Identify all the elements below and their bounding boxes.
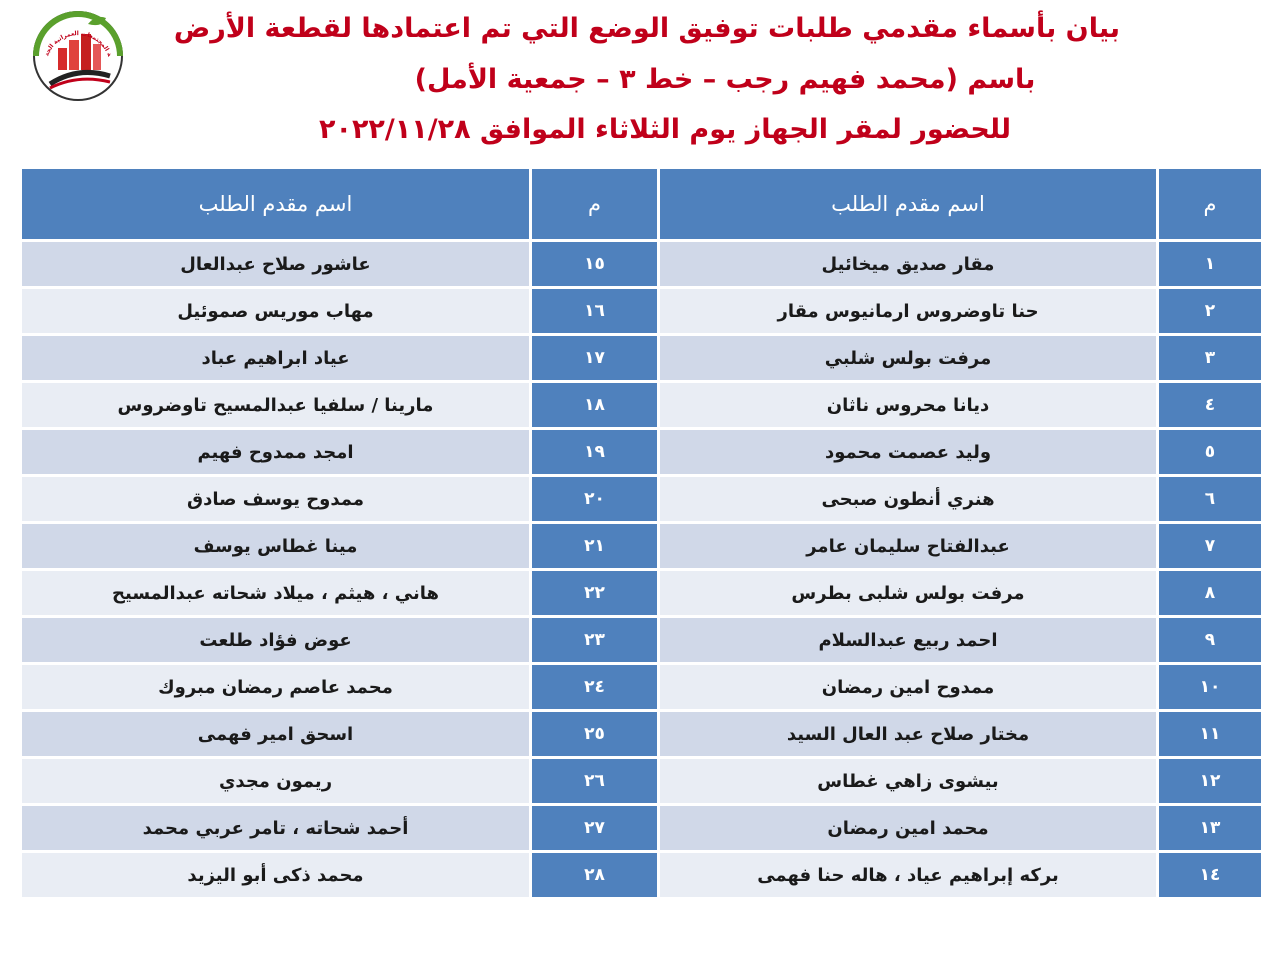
row-number-left: ٢٣: [531, 617, 659, 664]
row-number-right: ٥: [1158, 429, 1263, 476]
row-number-left: ١٨: [531, 382, 659, 429]
applicant-name-left: امجد ممدوح فهيم: [21, 429, 531, 476]
row-number-left: ٢٥: [531, 711, 659, 758]
header-name-left: اسم مقدم الطلب: [21, 168, 531, 241]
row-number-right: ١٣: [1158, 805, 1263, 852]
applicant-name-right: ديانا محروس ناثان: [659, 382, 1158, 429]
applicant-name-right: مرفت بولس شلبى بطرس: [659, 570, 1158, 617]
table-row: [21, 429, 1263, 476]
applicant-name-left: عاشور صلاح عبدالعال: [21, 241, 531, 288]
row-number-right: ٤: [1158, 382, 1263, 429]
header-number-right: م: [1158, 168, 1263, 241]
row-number-right: ٩: [1158, 617, 1263, 664]
table-row: [21, 476, 1263, 523]
title-line-2: باسم (محمد فهيم رجب – خط ٣ – جمعية الأمل): [414, 64, 1036, 95]
applicant-name-right: احمد ربيع عبدالسلام: [659, 617, 1158, 664]
row-number-right: ٦: [1158, 476, 1263, 523]
table-row: [21, 570, 1263, 617]
applicant-name-right: ممدوح امين رمضان: [659, 664, 1158, 711]
title-line-1: بيان بأسماء مقدمي طلبات توفيق الوضع التي تم اعتمادها لقطعة الأرض: [173, 13, 1120, 44]
table-row: [21, 711, 1263, 758]
row-number-right: ١٠: [1158, 664, 1263, 711]
row-number-right: ١: [1158, 241, 1263, 288]
applicant-name-right: هنري أنطون صبحى: [659, 476, 1158, 523]
applicant-name-right: حنا تاوضروس ارمانيوس مقار: [659, 288, 1158, 335]
row-number-right: ٨: [1158, 570, 1263, 617]
table-header-row: [21, 168, 1263, 241]
applicant-name-left: مارينا / سلفيا عبدالمسيح تاوضروس: [21, 382, 531, 429]
applicant-name-left: مينا غطاس يوسف: [21, 523, 531, 570]
applicant-name-right: مرفت بولس شلبي: [659, 335, 1158, 382]
applicant-name-left: عوض فؤاد طلعت: [21, 617, 531, 664]
applicant-name-left: مهاب موريس صموئيل: [21, 288, 531, 335]
row-number-right: ٣: [1158, 335, 1263, 382]
row-number-left: ٢٠: [531, 476, 659, 523]
applicant-name-left: ممدوح يوسف صادق: [21, 476, 531, 523]
row-number-right: ١١: [1158, 711, 1263, 758]
applicant-name-left: أحمد شحاته ، تامر عربي محمد: [21, 805, 531, 852]
applicant-name-left: محمد ذكى أبو اليزيد: [21, 852, 531, 899]
table-row: [21, 241, 1263, 288]
table-row: [21, 664, 1263, 711]
applicant-name-right: بيشوى زاهي غطاس: [659, 758, 1158, 805]
table-row: [21, 805, 1263, 852]
table-body: [21, 241, 1263, 899]
row-number-left: ١٥: [531, 241, 659, 288]
logo-text: ة المجتمعات العمرانية الجد: [43, 30, 113, 58]
row-number-right: ٢: [1158, 288, 1263, 335]
row-number-right: ٧: [1158, 523, 1263, 570]
table-row: [21, 335, 1263, 382]
applicant-name-left: محمد عاصم رمضان مبروك: [21, 664, 531, 711]
organization-logo: [28, 4, 128, 104]
table-row: [21, 523, 1263, 570]
applicant-name-right: محمد امين رمضان: [659, 805, 1158, 852]
applicant-name-right: وليد عصمت محمود: [659, 429, 1158, 476]
row-number-left: ٢١: [531, 523, 659, 570]
header-number-left: م: [531, 168, 659, 241]
row-number-left: ١٧: [531, 335, 659, 382]
row-number-right: ١٤: [1158, 852, 1263, 899]
table-row: [21, 852, 1263, 899]
table-row: [21, 758, 1263, 805]
row-number-left: ١٩: [531, 429, 659, 476]
row-number-left: ٢٨: [531, 852, 659, 899]
applicant-name-right: مختار صلاح عبد العال السيد: [659, 711, 1158, 758]
table-row: [21, 382, 1263, 429]
applicant-name-left: اسحق امير فهمى: [21, 711, 531, 758]
applicants-table: [19, 166, 1264, 900]
applicant-name-left: هاني ، هيثم ، ميلاد شحاته عبدالمسيح: [21, 570, 531, 617]
row-number-left: ٢٢: [531, 570, 659, 617]
document-header: [150, 6, 1120, 147]
row-number-left: ٢٦: [531, 758, 659, 805]
applicant-name-right: عبدالفتاح سليمان عامر: [659, 523, 1158, 570]
row-number-left: ٢٧: [531, 805, 659, 852]
applicant-name-right: مقار صديق ميخائيل: [659, 241, 1158, 288]
table-row: [21, 617, 1263, 664]
new-cities-authority-logo-icon: [28, 4, 128, 104]
applicant-name-left: ريمون مجدي: [21, 758, 531, 805]
title-line-3: للحضور لمقر الجهاز يوم الثلاثاء الموافق ٢٠٢٢/١١/٢٨: [318, 114, 1012, 145]
table-row: [21, 288, 1263, 335]
row-number-left: ١٦: [531, 288, 659, 335]
applicant-name-left: عياد ابراهيم عباد: [21, 335, 531, 382]
row-number-left: ٢٤: [531, 664, 659, 711]
row-number-right: ١٢: [1158, 758, 1263, 805]
applicant-name-right: بركه إبراهيم عياد ، هاله حنا فهمى: [659, 852, 1158, 899]
header-name-right: اسم مقدم الطلب: [659, 168, 1158, 241]
